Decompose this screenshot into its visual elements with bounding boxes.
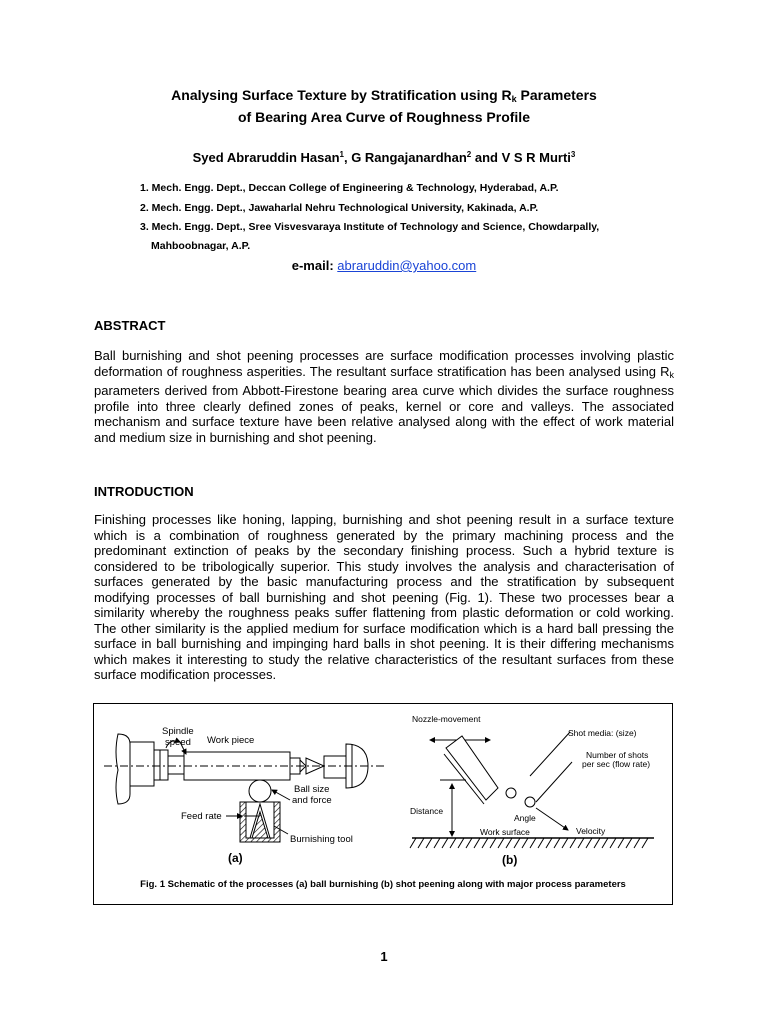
author-list: Syed Abraruddin Hasan$^1$, G Rangajanardhan$^2$ and V S R Murti$^3$ — [192, 150, 576, 165]
abstract-text: Ball burnishing and shot peening processes are surface modification processes involving plastic deformation of roughness asperities. The resultant surface stratification has been analysed using $R_k$ parameters derived from Abbott-Firestone bearing area curve which divides the surface roughness profile into three clearly defined zones of peaks, kernel or core and valleys. The associated mechanism and surface texture have been relative analysed along with the effect of work material and medium size in burnishing and shot peening. — [94, 348, 674, 445]
label-nozzle: Nozzle-movement — [412, 714, 481, 724]
introduction-heading: INTRODUCTION — [94, 484, 194, 499]
affiliation-2: 2. Mech. Engg. Dept., Jawaharlal Nehru Technological University, Kakinada, A.P. — [140, 202, 539, 214]
paper-title — [0, 86, 768, 126]
label-spindle-2: speed — [165, 737, 191, 748]
label-work-surface: Work surface — [480, 827, 530, 837]
label-b: (b) — [502, 853, 518, 867]
label-ball-size-2: and force — [292, 795, 332, 806]
figure-1 — [93, 703, 673, 905]
title-line-2: of Bearing Area Curve of Roughness Profile — [238, 109, 530, 125]
label-shot-media: Shot media: (size) — [568, 728, 637, 738]
affiliation-3: 3. Mech. Engg. Dept., Sree Visvesvaraya Institute of Technology and Science, Chowdarpally, — [140, 221, 600, 233]
affiliation-1: 1. Mech. Engg. Dept., Deccan College of Engineering & Technology, Hyderabad, A.P. — [140, 182, 559, 194]
title-line-1: Analysing Surface Texture by Stratification using $R_k$ Parameters — [171, 87, 597, 104]
label-burnishing-tool: Burnishing tool — [290, 834, 353, 845]
affiliation-3-cont: Mahboobnagar, A.P. — [151, 240, 251, 252]
abstract-heading: ABSTRACT — [94, 318, 166, 333]
label-velocity: Velocity — [576, 826, 606, 836]
email-label: e-mail: — [291, 258, 334, 273]
label-distance: Distance — [410, 806, 444, 816]
label-work-piece: Work piece — [207, 735, 255, 746]
email-line — [0, 258, 768, 273]
label-shots-1: Number of shots — [586, 750, 649, 760]
introduction-text: Finishing processes like honing, lapping, burnishing and shot peening result in a surface texture which is a combination of roughness generated by the primary machining process and the predominant extinction of peaks by the secondary finishing process. Such a hybrid texture is considered to be tribologically superior. This study involves the analysis and characterisation of surfaces generated by the basic manufacturing process and the stratification by subsequent modifying processes of ball burnishing and shot peening (Fig. 1). These two processes bear a similarity whereby the roughness peaks suffer flattening from plastic deformation or cold working. The other similarity is the applied medium for surface modification which is a hard ball pressing the surface in ball burnishing and impinging hard balls in shot peening. It is their differing mechanisms which makes it interesting to study the relative characteristics of the resultant surfaces from these surface modification processes. — [94, 512, 674, 682]
label-shots-2: per sec (flow rate) — [582, 759, 651, 769]
figure-1-schematic — [94, 704, 672, 904]
label-spindle-1: Spindle — [162, 726, 194, 737]
label-ball-size-1: Ball size — [294, 784, 330, 795]
label-angle: Angle — [514, 813, 536, 823]
lathe-diagram — [104, 734, 386, 842]
figure-caption: Fig. 1 Schematic of the processes (a) ball burnishing (b) shot peening along with major process parameters — [140, 879, 626, 890]
email-link[interactable]: abraruddin@yahoo.com — [337, 258, 477, 273]
label-a: (a) — [228, 851, 243, 865]
page-number: 1 — [380, 949, 388, 964]
label-feed-rate: Feed rate — [181, 811, 222, 822]
